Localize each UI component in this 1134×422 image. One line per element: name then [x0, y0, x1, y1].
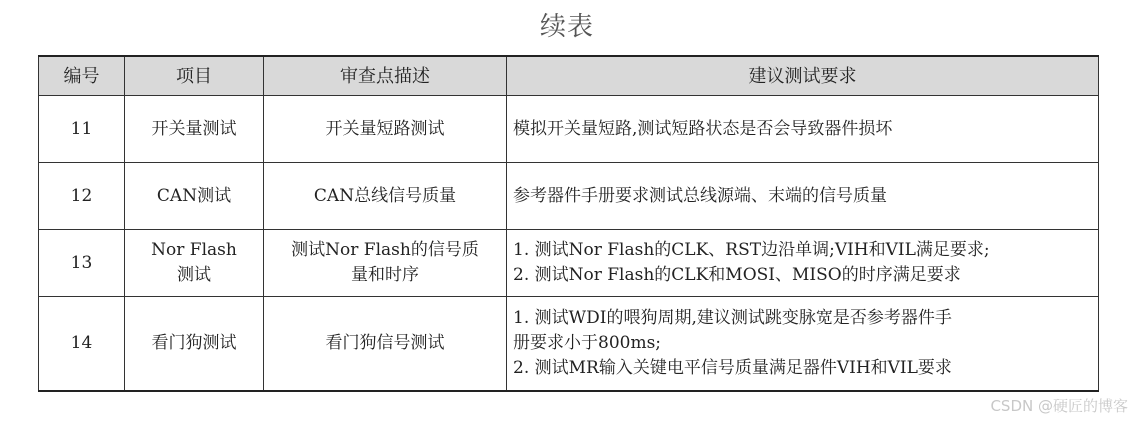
cell-line: 量和时序 — [351, 265, 419, 285]
header-item: 项目 — [125, 56, 264, 96]
cell-item — [125, 297, 264, 392]
cell-review-point — [264, 96, 507, 163]
cell-line: 测试Nor Flash的信号质 — [291, 240, 479, 260]
table-row — [39, 163, 1099, 230]
watermark: CSDN @硬匠的博客 — [990, 397, 1128, 415]
table-row — [39, 96, 1099, 163]
test-requirements-table — [38, 55, 1099, 392]
cell-line: CAN总线信号质量 — [313, 185, 457, 206]
cell-line: Nor Flash — [151, 240, 237, 260]
cell-line: 参考器件手册要求测试总线源端、末端的信号质量 — [513, 185, 887, 206]
table-header-row — [39, 56, 1099, 96]
cell-review-point — [264, 230, 507, 297]
cell-review-point — [264, 163, 507, 230]
cell-line: 看门狗测试 — [151, 333, 237, 353]
table-row — [39, 297, 1099, 392]
cell-line: 测试 — [177, 265, 211, 285]
cell-line: 1. 测试WDI的喂狗周期,建议测试跳变脉宽是否参考器件手 — [513, 308, 952, 328]
cell-line: 2. 测试Nor Flash的CLK和MOSI、MISO的时序满足要求 — [513, 265, 961, 285]
cell-line: 开关量测试 — [151, 118, 237, 139]
cell-line: 看门狗信号测试 — [325, 333, 445, 353]
cell-requirement — [507, 96, 1099, 163]
cell-line: 模拟开关量短路,测试短路状态是否会导致器件损坏 — [513, 118, 893, 139]
cell-number: 11 — [39, 96, 125, 163]
table-caption: 续表 — [539, 12, 594, 42]
cell-line: 1. 测试Nor Flash的CLK、RST边沿单调;VIH和VIL满足要求; — [513, 240, 990, 260]
header-review-point: 审查点描述 — [264, 56, 507, 96]
header-requirement: 建议测试要求 — [507, 56, 1099, 96]
cell-number: 14 — [39, 297, 125, 392]
cell-number: 13 — [39, 230, 125, 297]
cell-review-point — [264, 297, 507, 392]
cell-item — [125, 163, 264, 230]
cell-item — [125, 96, 264, 163]
cell-line: CAN测试 — [156, 185, 232, 206]
cell-requirement — [507, 297, 1099, 392]
cell-item — [125, 230, 264, 297]
cell-requirement — [507, 230, 1099, 297]
cell-number: 12 — [39, 163, 125, 230]
header-number: 编号 — [39, 56, 125, 96]
cell-line: 2. 测试MR输入关键电平信号质量满足器件VIH和VIL要求 — [513, 358, 952, 378]
table-row — [39, 230, 1099, 297]
cell-line: 册要求小于800ms; — [513, 333, 662, 353]
cell-line: 开关量短路测试 — [325, 118, 445, 139]
cell-requirement — [507, 163, 1099, 230]
